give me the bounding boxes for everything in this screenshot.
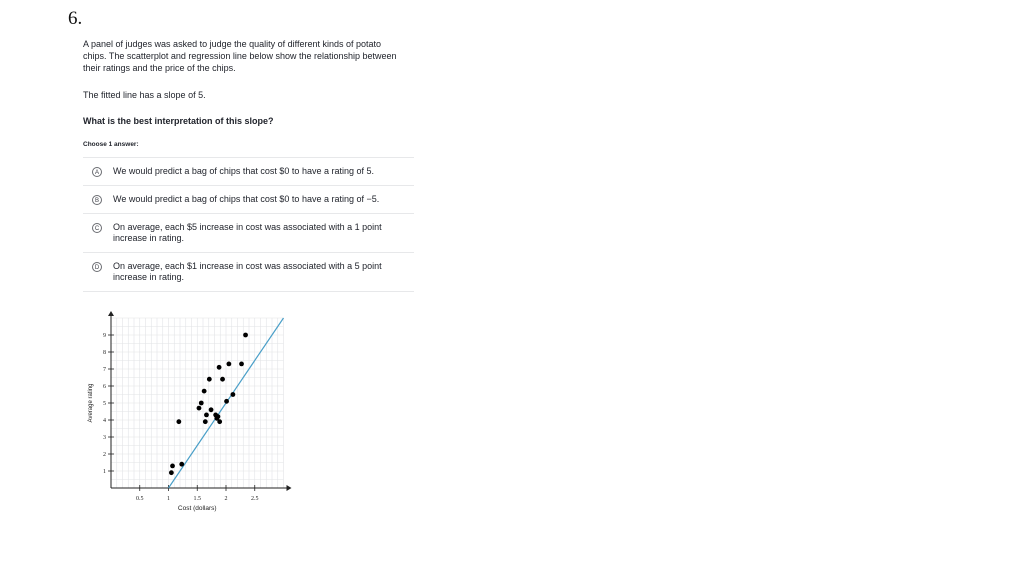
choice-c-text: On average, each $5 increase in cost was associated with a 1 point increase in rating. (113, 222, 382, 243)
y-tick-label: 4 (103, 418, 106, 424)
y-tick-label: 6 (103, 384, 106, 390)
slope-statement: The fitted line has a slope of 5. (83, 90, 206, 100)
data-point (170, 464, 175, 469)
y-axis-arrow-icon (108, 311, 114, 316)
choice-b-radio[interactable]: B (92, 195, 102, 205)
x-tick-label: 0.5 (136, 496, 144, 502)
choice-d-radio[interactable]: D (92, 262, 102, 272)
data-point (179, 462, 184, 467)
x-tick-label: 2.5 (251, 496, 259, 502)
choice-c[interactable] (83, 214, 414, 253)
data-point (226, 362, 231, 367)
scatterplot (80, 308, 295, 520)
y-tick-label: 3 (103, 435, 106, 441)
choice-d[interactable] (83, 253, 414, 292)
answer-choices (83, 157, 414, 292)
data-point (209, 407, 214, 412)
data-point (169, 470, 174, 475)
data-point (197, 406, 202, 411)
x-axis-label: Cost (dollars) (177, 505, 217, 512)
data-point (207, 377, 212, 382)
y-tick-label: 2 (103, 452, 106, 458)
x-axis-arrow-icon (287, 485, 292, 491)
data-point (224, 399, 229, 404)
choice-b[interactable] (83, 186, 414, 214)
y-tick-label: 1 (103, 469, 106, 475)
y-tick-label: 9 (103, 333, 106, 339)
choice-b-text: We would predict a bag of chips that cost $0 to have a rating of −5. (113, 194, 380, 204)
choose-label: Choose 1 answer: (83, 141, 139, 148)
data-point (239, 362, 244, 367)
y-tick-label: 8 (103, 350, 106, 356)
data-point (176, 419, 181, 424)
choice-d-text: On average, each $1 increase in cost was associated with a 5 point increase in rating. (113, 261, 382, 282)
y-tick-label: 7 (103, 367, 106, 373)
choice-a-text: We would predict a bag of chips that cost $0 to have a rating of 5. (113, 166, 374, 176)
data-point (199, 401, 204, 406)
y-tick-label: 5 (103, 401, 106, 407)
x-tick-label: 2 (224, 496, 228, 502)
choice-c-radio[interactable]: C (92, 223, 102, 233)
x-tick-label: 1.5 (193, 496, 201, 502)
data-point (202, 389, 207, 394)
choice-a[interactable] (83, 158, 414, 186)
choice-a-radio[interactable]: A (92, 167, 102, 177)
data-point (203, 419, 208, 424)
data-point (217, 365, 222, 370)
data-point (243, 333, 248, 338)
y-axis-label: Average rating (88, 383, 94, 423)
question-text: What is the best interpretation of this slope? (83, 116, 274, 126)
data-point (220, 377, 225, 382)
data-point (216, 414, 221, 419)
question-prompt: A panel of judges was asked to judge the quality of different kinds of potato chips. The scatterplot and regression line below show the relationship between their ratings and the price of the chips. (83, 39, 397, 73)
data-point (217, 419, 222, 424)
data-point (204, 413, 209, 418)
question-number: 6. (68, 8, 83, 29)
data-point (231, 392, 236, 397)
x-tick-label: 1 (167, 496, 170, 502)
